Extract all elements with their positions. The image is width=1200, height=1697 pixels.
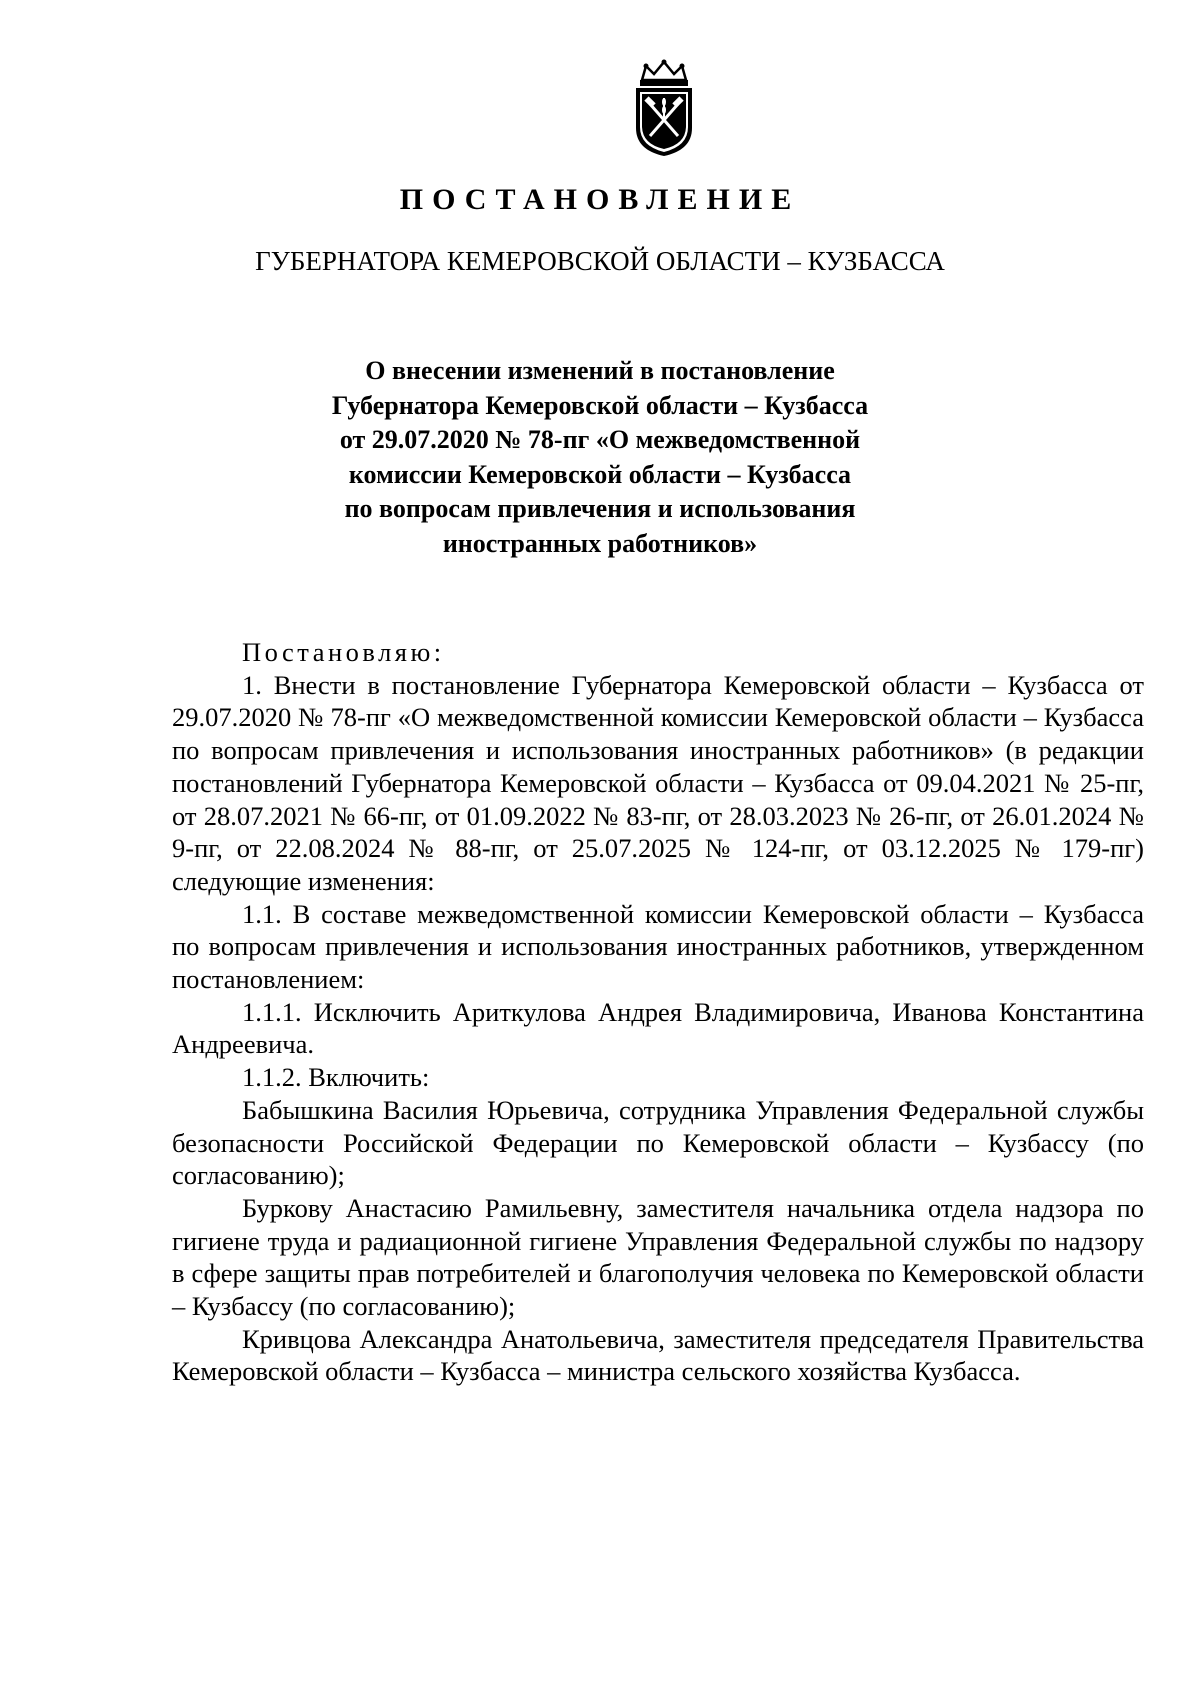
document-title bbox=[250, 354, 950, 561]
title-line: иностранных работников» bbox=[442, 528, 758, 558]
resolution-lead: Постановляю: bbox=[242, 637, 445, 667]
title-line: по вопросам привлечения и использования bbox=[344, 494, 856, 523]
member-entry: Буркову Анастасию Рамильевну, заместителя начальника отдела надзора по гигиене труда и радиационной гигиене Управления Федеральной службы по надзору в сфере защиты прав потребителей и благополучия человека по Кемеровской области – Кузбассу (по согласованию); bbox=[172, 1192, 1144, 1322]
paragraph-1-1-2: 1.1.2. Включить: bbox=[242, 1062, 430, 1093]
paragraph-1: 1. Внести в постановление Губернатора Кемеровской области – Кузбасса от 29.07.2020 № 78-пг «О межведомственной комиссии Кемеровской области – Кузбасса по вопросам привлечения и использования иностранных работников» (в редакции постановлений Губернатора Кемеровской области – Кузбасса от 09.04.2021 № 25-пг, от 28.07.2021 № 66-пг, от 01.09.2022 № 83-пг, от 28.03.2023 № 26-пг, от 26.01.2024 № 9-пг, от 22.08.2024 № 88-пг, от 25.07.2025 № 124-пг, от 03.12.2025 № 179-пг) следующие изменения: bbox=[172, 669, 1144, 896]
paragraph-1-1-1: 1.1.1. Исключить Ариткулова Андрея Владимировича, Иванова Константина Андреевича. bbox=[172, 996, 1144, 1060]
title-line: от 29.07.2020 № 78-пг «О межведомственной bbox=[339, 425, 861, 454]
document-body bbox=[172, 636, 1144, 1388]
paragraph-1-1: 1.1. В составе межведомственной комиссии Кемеровской области – Кузбасса по вопросам привлечения и использования иностранных работников, утвержденном постановлением: bbox=[172, 898, 1144, 995]
issuing-authority: ГУБЕРНАТОРА КЕМЕРОВСКОЙ ОБЛАСТИ – КУЗБАССА bbox=[255, 246, 945, 276]
title-line: О внесении изменений в постановление bbox=[365, 356, 835, 385]
member-entry: Кривцова Александра Анатольевича, заместителя председателя Правительства Кемеровской области – Кузбасса – министра сельского хозяйства Кузбасса. bbox=[172, 1323, 1144, 1387]
member-entry: Бабышкина Василия Юрьевича, сотрудника Управления Федеральной службы безопасности Российской Федерации по Кемеровской области – Кузбассу (по согласованию); bbox=[172, 1094, 1144, 1191]
kuzbass-coat-of-arms-icon bbox=[628, 58, 700, 158]
title-line: комиссии Кемеровской области – Кузбасса bbox=[348, 459, 852, 489]
document-type: ПОСТАНОВЛЕНИЕ bbox=[399, 183, 801, 216]
title-line: Губернатора Кемеровской области – Кузбасса bbox=[331, 390, 869, 420]
